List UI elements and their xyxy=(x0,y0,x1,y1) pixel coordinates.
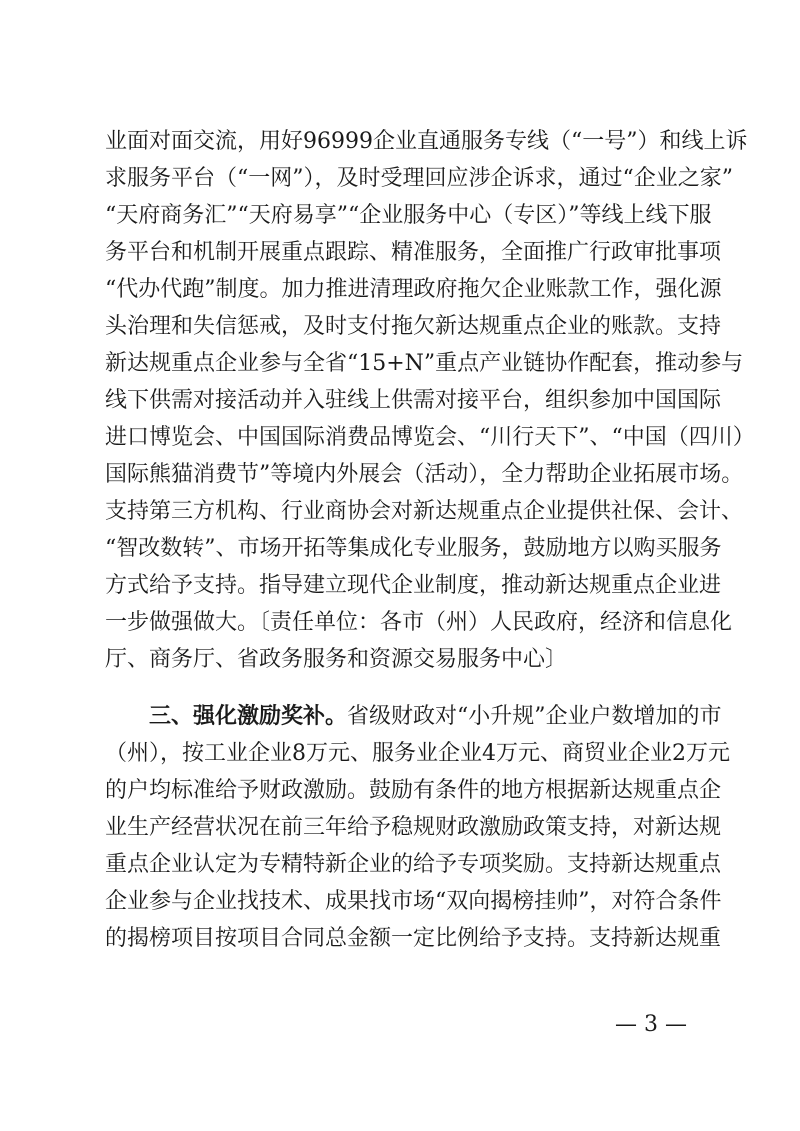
text-line: “代办代跑”制度。加力推进清理政府拖欠企业账款工作，强化源 xyxy=(105,277,722,302)
text-line: 方式给予支持。指导建立现代企业制度，推动新达规重点企业进 xyxy=(105,573,722,598)
text-line: 线下供需对接活动并入驻线上供需对接平台，组织参加中国国际 xyxy=(105,388,722,413)
text-line: 重点企业认定为专精特新企业的给予专项奖励。支持新达规重点 xyxy=(105,852,722,877)
section-three-first-line-text: 省级财政对“小升规”企业户数增加的市 xyxy=(347,704,722,729)
section-three-first-line xyxy=(149,699,722,735)
text-line: 的户均标准给予财政激励。鼓励有条件的地方根据新达规重点企 xyxy=(105,778,722,803)
text-line: “天府商务汇”“天府易享”“企业服务中心（专区）”等线上线下服 xyxy=(105,203,712,228)
text-line: 求服务平台（“一网”），及时受理回应涉企诉求，通过“企业之家” xyxy=(105,166,733,191)
text-line: “智改数转”、市场开拓等集成化专业服务，鼓励地方以购买服务 xyxy=(105,536,722,561)
text-line: 业生产经营状况在前三年给予稳规财政激励政策支持，对新达规 xyxy=(105,815,722,840)
text-line: 的揭榜项目按项目合同总金额一定比例给予支持。支持新达规重 xyxy=(105,926,722,951)
text-line: 业面对面交流，用好96999企业直通服务专线（“一号”）和线上诉 xyxy=(105,129,748,154)
text-line: 务平台和机制开展重点跟踪、精准服务，全面推广行政审批事项 xyxy=(105,240,722,265)
text-line: 头治理和失信惩戒，及时支付拖欠新达规重点企业的账款。支持 xyxy=(105,314,722,339)
text-line: 进口博览会、中国国际消费品博览会、“川行天下”、“中国（四川） xyxy=(105,425,755,450)
section-three-heading: 三、强化激励奖补。 xyxy=(149,704,348,729)
text-line: 支持第三方机构、行业商协会对新达规重点企业提供社保、会计、 xyxy=(105,499,744,524)
text-line: 企业参与企业找技术、成果找市场“双向揭榜挂帅”，对符合条件 xyxy=(105,889,722,914)
text-line: 一步做强做大。〔责任单位：各市（州）人民政府，经济和信息化 xyxy=(105,610,733,635)
text-line: 国际熊猫消费节”等境内外展会（活动），全力帮助企业拓展市场。 xyxy=(105,462,744,487)
text-line: 新达规重点企业参与全省“15+N”重点产业链协作配套，推动参与 xyxy=(105,351,744,376)
text-line: 厅、商务厅、省政务服务和资源交易服务中心〕 xyxy=(105,647,568,672)
page-number: — 3 — xyxy=(615,1012,687,1037)
text-line: （州），按工业企业8万元、服务业企业4万元、商贸业企业2万元 xyxy=(105,741,730,766)
